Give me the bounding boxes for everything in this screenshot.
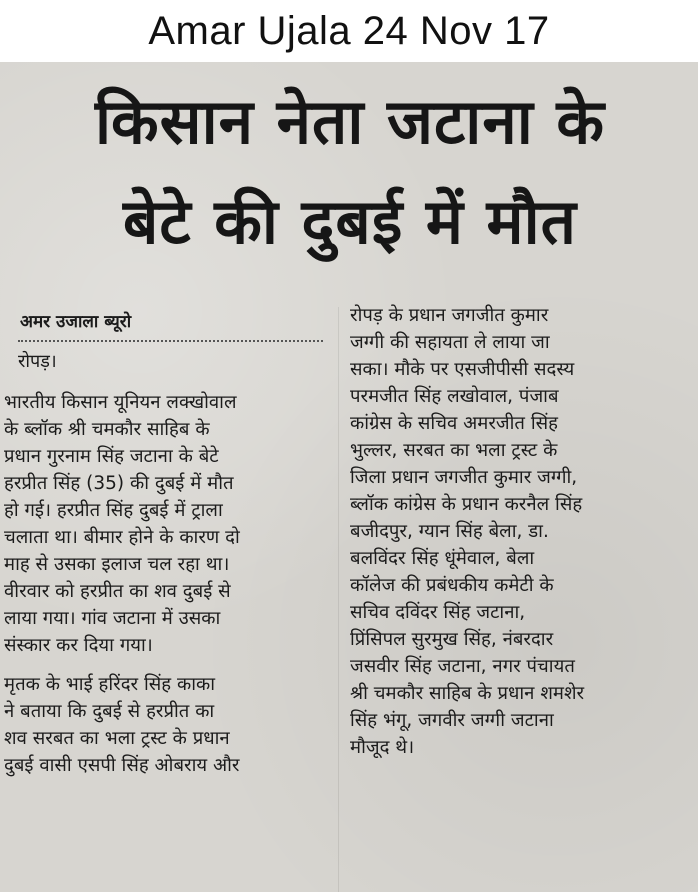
article-line: दुबई वासी एसपी सिंह ओबराय और bbox=[4, 755, 240, 776]
paragraph-gap bbox=[4, 659, 330, 671]
article-column-left bbox=[4, 389, 330, 779]
article-line: मृतक के भाई हरिंदर सिंह काका bbox=[4, 674, 215, 695]
article-line: माह से उसका इलाज चल रहा था। bbox=[4, 554, 230, 575]
article-line: सका। मौके पर एसजीपीसी सदस्य bbox=[350, 359, 575, 380]
article-line: बजीदपुर, ग्यान सिंह बेला, डा. bbox=[350, 521, 549, 542]
article-column-right bbox=[350, 302, 690, 761]
byline-divider bbox=[18, 340, 323, 342]
article-line: जग्गी की सहायता ले लाया जा bbox=[350, 332, 550, 353]
dateline: रोपड़। bbox=[18, 351, 57, 372]
byline: अमर उजाला ब्यूरो bbox=[20, 312, 132, 332]
article-line: बलविंदर सिंह धूंमेवाल, बेला bbox=[350, 548, 535, 569]
article-line: प्रधान गुरनाम सिंह जटाना के बेटे bbox=[4, 446, 219, 467]
source-caption: Amar Ujala 24 Nov 17 bbox=[0, 0, 698, 62]
article-line: ने बताया कि दुबई से हरप्रीत का bbox=[4, 701, 215, 722]
article-line: के ब्लॉक श्री चमकौर साहिब के bbox=[4, 419, 210, 440]
article-line: भारतीय किसान यूनियन लक्खोवाल bbox=[4, 392, 237, 413]
article-line: हो गई। हरप्रीत सिंह दुबई में ट्राला bbox=[4, 500, 223, 521]
article-line: लाया गया। गांव जटाना में उसका bbox=[4, 608, 221, 629]
article-line: भुल्लर, सरबत का भला ट्रस्ट के bbox=[350, 440, 558, 461]
article-line: चलाता था। बीमार होने के कारण दो bbox=[4, 527, 240, 548]
article-line: संस्कार कर दिया गया। bbox=[4, 635, 153, 656]
article-line: मौजूद थे। bbox=[350, 737, 415, 758]
article-line: परमजीत सिंह लखोवाल, पंजाब bbox=[350, 386, 559, 407]
article-line: सिंह भंगू, जगवीर जग्गी जटाना bbox=[350, 710, 554, 731]
article-line: कॉलेज की प्रबंधकीय कमेटी के bbox=[350, 575, 554, 596]
article-line: प्रिंसिपल सुरमुख सिंह, नंबरदार bbox=[350, 629, 554, 650]
article-line: जसवीर सिंह जटाना, नगर पंचायत bbox=[350, 656, 575, 677]
headline-line-1: किसान नेता जटाना के bbox=[94, 85, 605, 158]
headline-line-2: बेटे की दुबई में मौत bbox=[123, 185, 577, 258]
article-line: श्री चमकौर साहिब के प्रधान शमशेर bbox=[350, 683, 585, 704]
article-line: जिला प्रधान जगजीत कुमार जग्गी, bbox=[350, 467, 578, 488]
article-line: रोपड़ के प्रधान जगजीत कुमार bbox=[350, 305, 549, 326]
article-line: शव सरबत का भला ट्रस्ट के प्रधान bbox=[4, 728, 230, 749]
article-line: ब्लॉक कांग्रेस के प्रधान करनैल सिंह bbox=[350, 494, 583, 515]
article-line: कांग्रेस के सचिव अमरजीत सिंह bbox=[350, 413, 558, 434]
column-divider bbox=[338, 307, 339, 892]
article-line: हरप्रीत सिंह (35) की दुबई में मौत bbox=[4, 473, 234, 494]
newspaper-clipping bbox=[0, 62, 698, 892]
article-line: वीरवार को हरप्रीत का शव दुबई से bbox=[4, 581, 231, 602]
article-line: सचिव दविंदर सिंह जटाना, bbox=[350, 602, 526, 623]
